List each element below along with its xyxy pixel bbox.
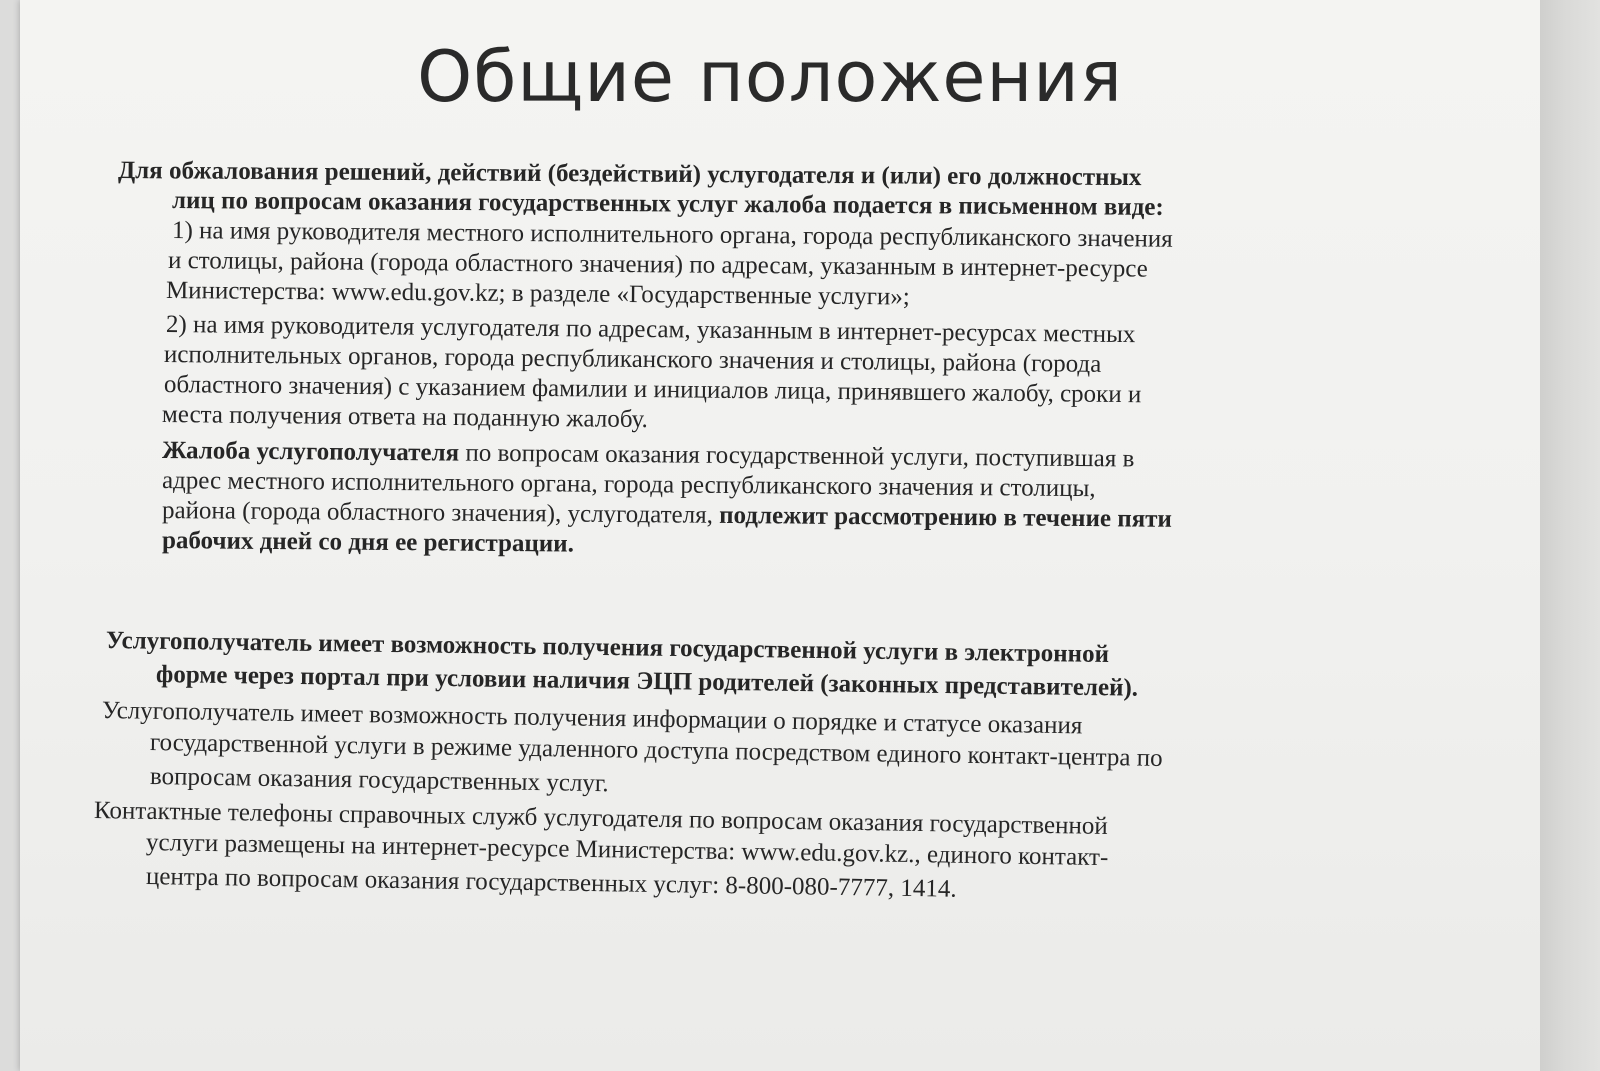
appeal-heading-line-1: Для обжалования решений, действий (бездействий) услугодателя и (или) его должностных <box>117 157 1142 192</box>
complaint-subject: Жалоба услугополучателя <box>161 437 460 467</box>
item2-line-1: 2) на имя руководителя услугодателя по адресам, указанным в интернет-ресурсах местных <box>165 311 1136 349</box>
item2-line-2: исполнительных органов, города республиканского значения и столицы, района (города <box>163 341 1102 378</box>
contacts-line-3: центра по вопросам оказания государственных услуг: 8-800-080-7777, 1414. <box>145 863 957 903</box>
item1-line-2: и столицы, района (города областного значения) по адресам, указанным в интернет-ресурсе <box>167 247 1148 283</box>
electronic-service-line-2: форме через портал при условии наличия ЭЦП родителей (законных представителей). <box>155 661 1139 702</box>
complaint-line-3-text: района (города областного значения), услугодателя, <box>161 497 720 529</box>
electronic-service-line-1: Услугополучатель имеет возможность получения государственной услуги в электронной <box>105 627 1110 669</box>
remote-access-line-2: государственной услуги в режиме удаленного доступа посредством единого контакт-центра по <box>149 729 1163 772</box>
complaint-line-2: адрес местного исполнительного органа, города республиканского значения и столицы, <box>161 467 1096 503</box>
item1-line-1: 1) на имя руководителя местного исполнительного органа, города республиканского значения <box>171 217 1173 253</box>
contacts-line-2: услуги размещены на интернет-ресурсе Министерства: www.edu.gov.kz., единого контакт- <box>145 829 1109 872</box>
appeal-heading-line-2: лиц по вопросам оказания государственных услуг жалоба подается в письменном виде: <box>171 187 1164 221</box>
remote-access-line-3: вопросам оказания государственных услуг. <box>149 763 609 798</box>
remote-access-line-1: Услугополучатель имеет возможность получения информации о порядке и статусе оказания <box>101 697 1083 740</box>
page-title: Общие положения <box>417 36 1123 118</box>
item1-line-3: Министерства: www.edu.gov.kz; в разделе «Государственные услуги»; <box>165 277 910 311</box>
item2-line-4: места получения ответа на поданную жалобу. <box>161 401 648 434</box>
item2-line-3: областного значения) с указанием фамилии и инициалов лица, принявшего жалобу, сроки и <box>163 371 1142 409</box>
complaint-line-1-text: по вопросам оказания государственной услуги, поступившая в <box>459 439 1135 473</box>
page-edge <box>1540 0 1600 1071</box>
complaint-line-4: рабочих дней со дня ее регистрации. <box>161 527 575 558</box>
complaint-deadline: подлежит рассмотрению в течение пяти <box>719 501 1172 533</box>
contacts-line-1: Контактные телефоны справочных служб услугодателя по вопросам оказания государственной <box>93 797 1108 840</box>
